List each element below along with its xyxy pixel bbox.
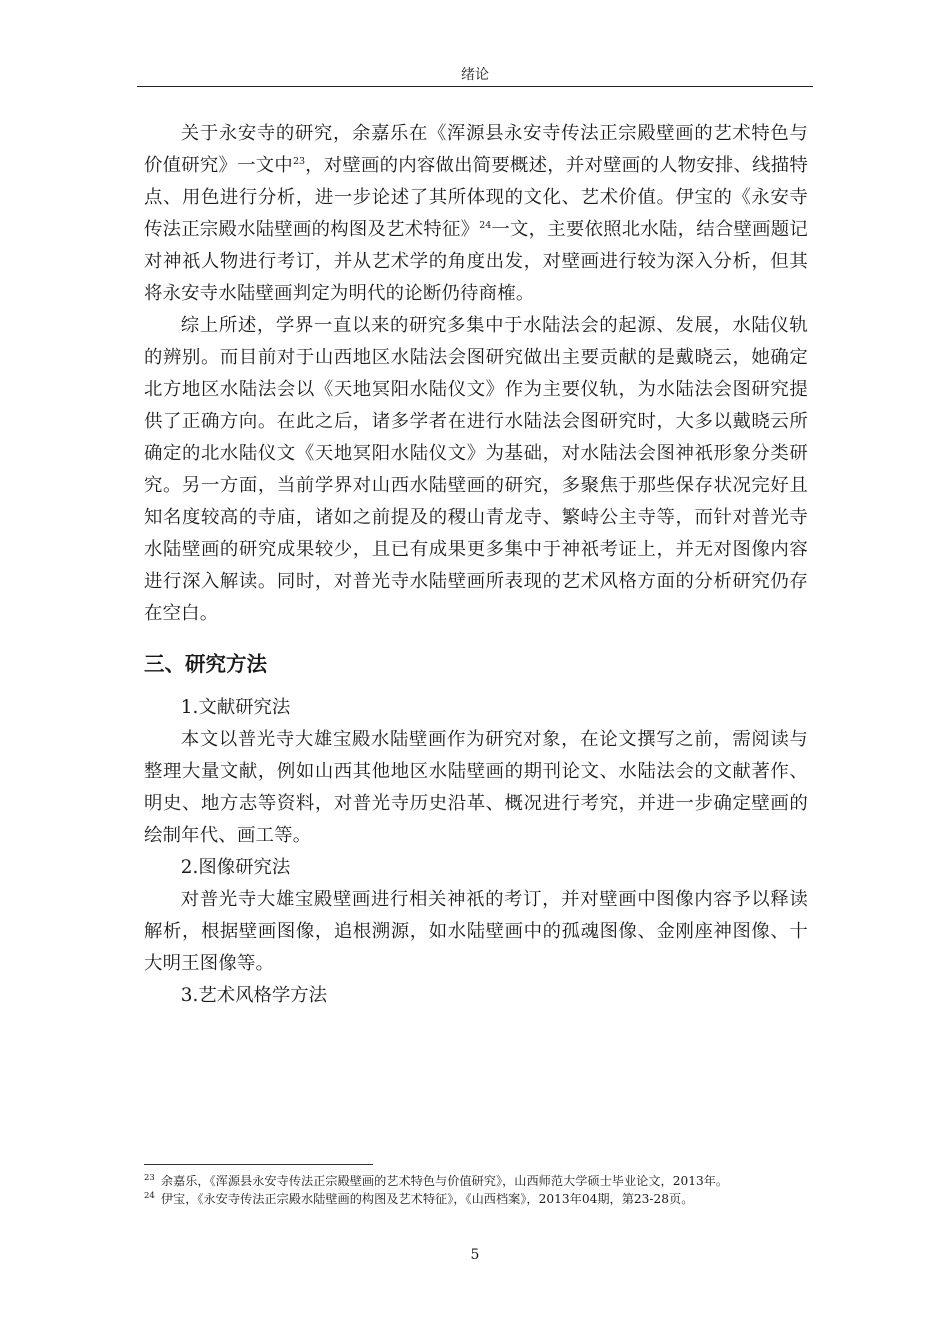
footnote-rule (144, 1164, 373, 1165)
footnote-number: 24 (144, 1190, 155, 1201)
footnote-24 (144, 1190, 810, 1208)
paragraph-text: 一文，主要依照北水陆，结合壁画题记对神祇人物进行考订，并从艺术学的角度出发，对壁画进行较为深入分析，但其将永安寺水陆壁画判定为明代的论断仍待商榷。 (144, 219, 808, 304)
footnote-ref-23: 23 (293, 155, 306, 167)
footnote-23 (144, 1172, 810, 1190)
header-rule (137, 86, 813, 87)
footnote-text: 伊宝，《永安寺传法正宗殿水陆壁画的构图及艺术特征》，《山西档案》，2013年04期，第23-28页。 (160, 1192, 694, 1206)
paragraph-summary: 综上所述，学界一直以来的研究多集中于水陆法会的起源、发展，水陆仪轨的辨别。而目前对于山西地区水陆法会图研究做出主要贡献的是戴晓云，她确定北方地区水陆法会以《天地冥阳水陆仪文》作为主要仪轨，为水陆法会图研究提供了正确方向。在此之后，诸多学者在进行水陆法会图研究时，大多以戴晓云所确定的北水陆仪文《天地冥阳水陆仪文》为基础，对水陆法会图神祇形象分类研究。另一方面，当前学界对山西水陆壁画的研究，多聚焦于那些保存状况完好且知名度较高的寺庙，诸如之前提及的稷山青龙寺、繁峙公主寺等，而针对普光寺水陆壁画的研究成果较少，且已有成果更多集中于神祇考证上，并无对图像内容进行深入解读。同时，对普光寺水陆壁画所表现的艺术风格方面的分析研究仍存在空白。 (144, 315, 808, 624)
paragraph-yongan-research (144, 118, 808, 310)
page-number: 5 (470, 1247, 480, 1263)
footnote-text: 余嘉乐，《浑源县永安寺传法正宗殿壁画的艺术特色与价值研究》，山西师范大学硕士毕业论文，2013年。 (160, 1174, 729, 1188)
body-text (144, 118, 808, 1012)
paragraph-text: ，对壁画的内容做出简要概述，并对壁画的人物安排、线描特点、用色进行分析，进一步论述了其所体现的文化、艺术价值。伊宝的《永安寺传法正宗殿水陆壁画的构图及艺术特征》 (144, 155, 808, 240)
running-header: 绪论 (461, 67, 489, 83)
method-heading-literature: 1.文献研究法 (180, 697, 291, 718)
method-text-image: 对普光寺大雄宝殿壁画进行相关神祇的考订，并对壁画中图像内容予以释读解析，根据壁画图像，追根溯源，如水陆壁画中的孤魂图像、金刚座神图像、十大明王图像等。 (144, 889, 808, 974)
footnote-ref-24: 24 (479, 219, 492, 231)
method-heading-image: 2.图像研究法 (180, 857, 291, 878)
footnotes (144, 1172, 810, 1208)
paragraph-text: 关于永安寺的研究，余嘉乐在《浑源县永安寺传法正宗殿壁画的艺术特色与价值研究》一文中 (144, 123, 808, 176)
method-text-literature: 本文以普光寺大雄宝殿水陆壁画作为研究对象，在论文撰写之前，需阅读与整理大量文献，例如山西其他地区水陆壁画的期刊论文、水陆法会的文献著作、明史、地方志等资料，对普光寺历史沿革、概况进行考究，并进一步确定壁画的绘制年代、画工等。 (144, 729, 808, 846)
method-heading-style: 3.艺术风格学方法 (180, 985, 328, 1006)
section-heading-methods: 三、研究方法 (144, 652, 267, 676)
footnote-number: 23 (144, 1172, 155, 1183)
